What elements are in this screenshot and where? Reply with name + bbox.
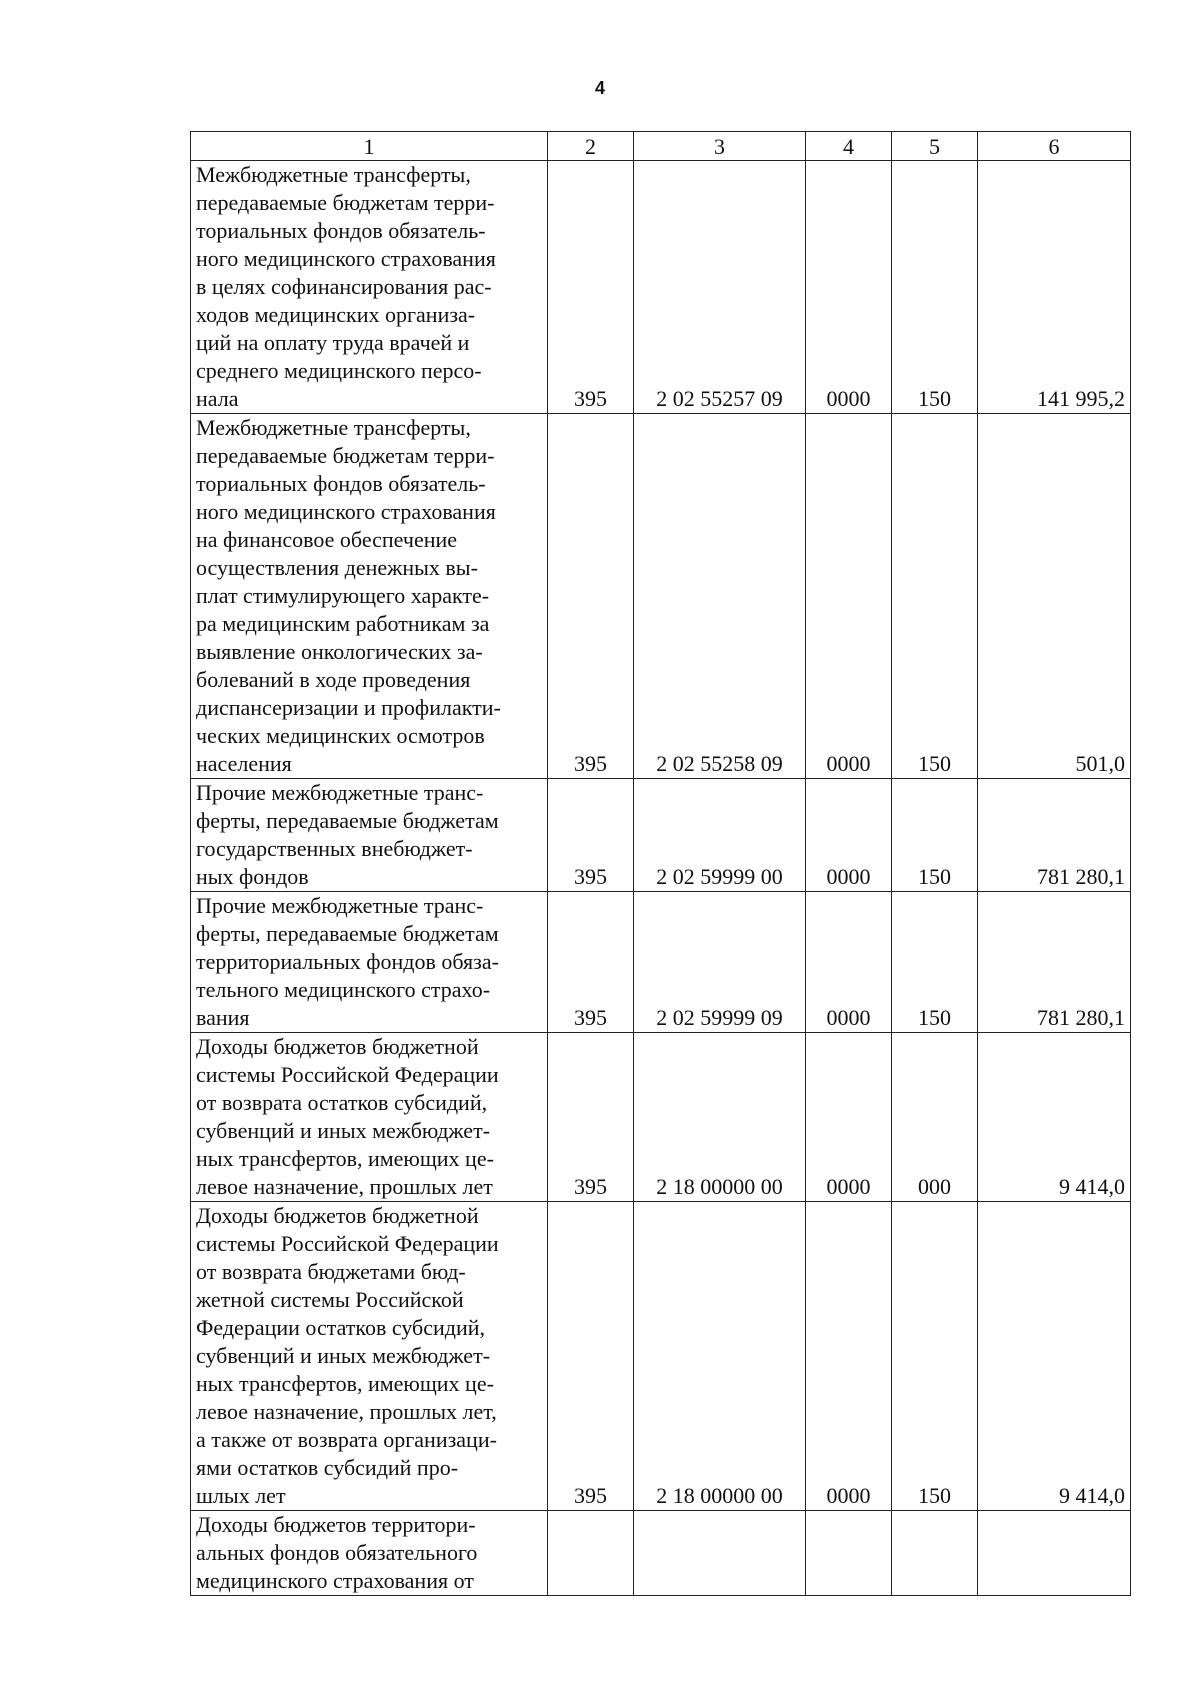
description-line: в целях софинансирования рас- [196, 274, 492, 299]
amount-cell: 141 995,2 [978, 161, 1131, 414]
description-line: плат стимулирующего характе- [196, 583, 490, 608]
description-line: нала [196, 386, 239, 411]
header-row [191, 132, 1131, 161]
classification-code-cell: 150 [892, 161, 978, 414]
table-row [191, 779, 1131, 892]
description-line: а также от возврата организаци- [196, 1427, 497, 1452]
description-line: ных фондов [196, 864, 309, 889]
revenue-code-cell: 2 02 55258 09 [634, 414, 806, 779]
classification-code-cell: 150 [892, 414, 978, 779]
revenue-code-cell: 2 02 55257 09 [634, 161, 806, 414]
description-line: ями остатков субсидий про- [196, 1455, 459, 1480]
subtype-code-cell: 0000 [806, 1033, 892, 1202]
budget-table [190, 131, 1131, 1596]
description-line: ра медицинским работникам за [196, 611, 490, 636]
admin-code-cell: 395 [548, 779, 634, 892]
description-line: ций на оплату труда врачей и [196, 330, 470, 355]
description-line: осуществления денежных вы- [196, 555, 478, 580]
admin-code-cell: 395 [548, 161, 634, 414]
description-line: территориальных фондов обяза- [196, 949, 499, 974]
page-number: 4 [594, 78, 605, 98]
subtype-code-cell: 0000 [806, 1202, 892, 1511]
table-body [191, 161, 1131, 1596]
description-line: болеваний в ходе проведения [196, 667, 471, 692]
description-line: тельного медицинского страхо- [196, 977, 491, 1002]
description-line: Федерации остатков субсидий, [196, 1315, 486, 1340]
description-line: левое назначение, прошлых лет [196, 1174, 493, 1199]
amount-cell: 9 414,0 [978, 1033, 1131, 1202]
amount-cell: 9 414,0 [978, 1202, 1131, 1511]
description-line: медицинского страхования от [196, 1568, 474, 1593]
description-line: Прочие межбюджетные транс- [196, 780, 484, 805]
description-line: ных трансфертов, имеющих це- [196, 1371, 494, 1396]
description-line: выявление онкологических за- [196, 639, 483, 664]
description-line: альных фондов обязательного [196, 1540, 478, 1565]
admin-code-cell: 395 [548, 414, 634, 779]
description-line: ных трансфертов, имеющих це- [196, 1146, 494, 1171]
description-line: вания [196, 1005, 250, 1030]
description-line: передаваемые бюджетам терри- [196, 190, 495, 215]
description-line: ферты, передаваемые бюджетам [196, 808, 499, 833]
description-line: системы Российской Федерации [196, 1231, 499, 1256]
description-line: Прочие межбюджетные транс- [196, 893, 484, 918]
row-description [191, 892, 548, 1033]
description-line: населения [196, 751, 292, 776]
row-description [191, 414, 548, 779]
description-line: от возврата бюджетами бюд- [196, 1259, 466, 1284]
description-line: ториальных фондов обязатель- [196, 471, 486, 496]
description-line: ходов медицинских организа- [196, 302, 476, 327]
row-description [191, 779, 548, 892]
admin-code-cell: 395 [548, 892, 634, 1033]
revenue-code-cell: 2 18 00000 00 [634, 1033, 806, 1202]
classification-code-cell [892, 1511, 978, 1596]
description-line: жетной системы Российской [196, 1287, 464, 1312]
revenue-code-cell: 2 02 59999 00 [634, 779, 806, 892]
subtype-code-cell: 0000 [806, 414, 892, 779]
classification-code-cell: 150 [892, 892, 978, 1033]
description-line: системы Российской Федерации [196, 1062, 499, 1087]
description-line: ного медицинского страхования [196, 499, 496, 524]
table-row [191, 892, 1131, 1033]
description-line: государственных внебюджет- [196, 836, 473, 861]
classification-code-cell: 000 [892, 1033, 978, 1202]
header-cell: 4 [806, 132, 892, 161]
description-line: Доходы бюджетов бюджетной [196, 1034, 479, 1059]
table-row [191, 414, 1131, 779]
subtype-code-cell: 0000 [806, 779, 892, 892]
revenue-code-cell [634, 1511, 806, 1596]
admin-code-cell: 395 [548, 1202, 634, 1511]
description-line: передаваемые бюджетам терри- [196, 443, 495, 468]
admin-code-cell [548, 1511, 634, 1596]
row-description [191, 1511, 548, 1596]
description-line: шлых лет [196, 1483, 286, 1508]
description-line: диспансеризации и профилакти- [196, 695, 501, 720]
description-line: Межбюджетные трансферты, [196, 415, 471, 440]
classification-code-cell: 150 [892, 779, 978, 892]
amount-cell: 501,0 [978, 414, 1131, 779]
description-line: ферты, передаваемые бюджетам [196, 921, 499, 946]
header-cell: 6 [978, 132, 1131, 161]
amount-cell: 781 280,1 [978, 779, 1131, 892]
description-line: левое назначение, прошлых лет, [196, 1399, 497, 1424]
table-row [191, 1511, 1131, 1596]
row-description [191, 161, 548, 414]
subtype-code-cell: 0000 [806, 161, 892, 414]
amount-cell: 781 280,1 [978, 892, 1131, 1033]
description-line: Доходы бюджетов бюджетной [196, 1203, 479, 1228]
description-line: субвенций и иных межбюджет- [196, 1118, 491, 1143]
subtype-code-cell: 0000 [806, 892, 892, 1033]
subtype-code-cell [806, 1511, 892, 1596]
admin-code-cell: 395 [548, 1033, 634, 1202]
revenue-code-cell: 2 18 00000 00 [634, 1202, 806, 1511]
header-cell: 5 [892, 132, 978, 161]
description-line: ториальных фондов обязатель- [196, 218, 486, 243]
table-row [191, 1202, 1131, 1511]
classification-code-cell: 150 [892, 1202, 978, 1511]
table-row [191, 1033, 1131, 1202]
row-description [191, 1033, 548, 1202]
header-cell: 2 [548, 132, 634, 161]
description-line: Межбюджетные трансферты, [196, 162, 471, 187]
description-line: среднего медицинского персо- [196, 358, 482, 383]
row-description [191, 1202, 548, 1511]
description-line: ческих медицинских осмотров [196, 723, 485, 748]
amount-cell [978, 1511, 1131, 1596]
header-cell: 3 [634, 132, 806, 161]
description-line: на финансовое обеспечение [196, 527, 458, 552]
description-line: Доходы бюджетов территори- [196, 1512, 476, 1537]
description-line: субвенций и иных межбюджет- [196, 1343, 491, 1368]
revenue-code-cell: 2 02 59999 09 [634, 892, 806, 1033]
description-line: от возврата остатков субсидий, [196, 1090, 488, 1115]
table-row [191, 161, 1131, 414]
description-line: ного медицинского страхования [196, 246, 496, 271]
header-cell: 1 [191, 132, 548, 161]
